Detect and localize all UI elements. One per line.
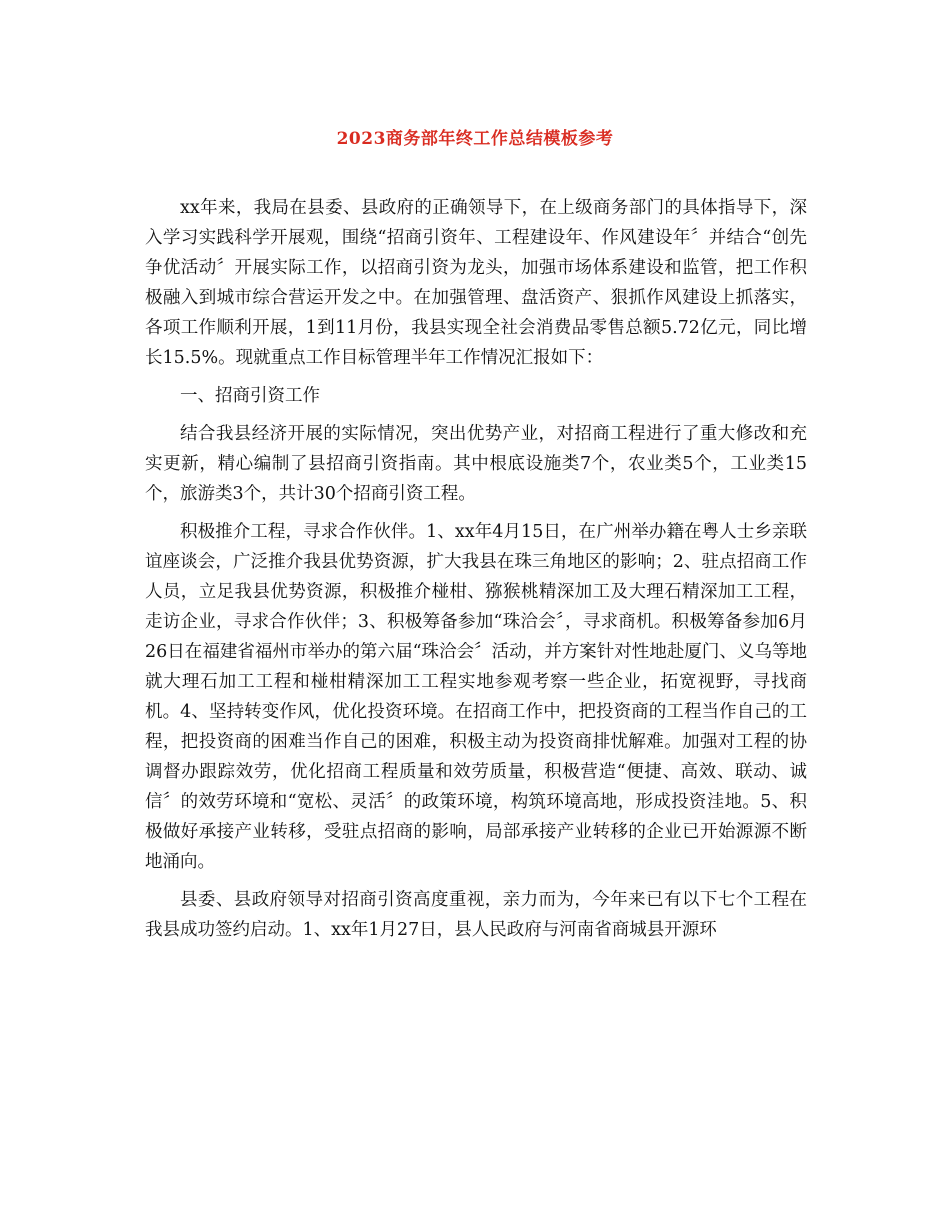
paragraph-project-guide: 结合我县经济开展的实际情况，突出优势产业，对招商工程进行了重大修改和充实更新，精心编制了县招商引资指南。其中根底设施类7个，农业类5个，工业类15个，旅游类3个，共计30个招商引资工程。 [145,424,807,504]
paragraph-promotion: 积极推介工程，寻求合作伙伴。1、xx年4月15日，在广州举办籍在粤人士乡亲联谊座谈会，广泛推介我县优势资源，扩大我县在珠三角地区的影响；2、驻点招商工作人员，立足我县优势资源，积极推介椪柑、猕猴桃精深加工及大理石精深加工工程，走访企业，寻求合作伙伴；3、积极筹备参加“珠洽会〞，寻求商机。积极筹备参加6月26日在福建省福州市举办的第六届“珠洽会〞活动，并方案针对性地赴厦门、义乌等地就大理石加工工程和椪柑精深加工工程实地参观考察一些企业，拓宽视野，寻找商机。4、坚持转变作风，优化投资环境。在招商工作中，把投资商的工程当作自己的工程，把投资商的困难当作自己的困难，积极主动为投资商排忧解难。加强对工程的协调督办跟踪效劳，优化招商工程质量和效劳质量，积极营造“便捷、高效、联动、诚信〞的效劳环境和“宽松、灵活〞的政策环境，构筑环境高地，形成投资洼地。5、积极做好承接产业转移，受驻点招商的影响，局部承接产业转移的企业已开始源源不断地涌向。 [145,522,807,872]
document-body [145,193,807,953]
paragraph-signed-projects: 县委、县政府领导对招商引资高度重视，亲力而为，今年来已有以下七个工程在我县成功签约启动。1、xx年1月27日，县人民政府与河南省商城县开源环 [145,890,807,940]
section-heading-investment: 一、招商引资工作 [180,386,320,406]
paragraph-intro: xx年来，我局在县委、县政府的正确领导下，在上级商务部门的具体指导下，深入学习实践科学开展观，围绕“招商引资年、工程建设年、作风建设年〞并结合“创先争优活动〞开展实际工作，以招商引资为龙头，加强市场体系建设和监管，把工作积极融入到城市综合营运开发之中。在加强管理、盘活资产、狠抓作风建设上抓落实，各项工作顺利开展，1到11月份，我县实现全社会消费品零售总额5.72亿元，同比增长15.5%。现就重点工作目标管理半年工作情况汇报如下： [145,198,807,368]
document-title: 2023商务部年终工作总结模板参考 [336,129,614,149]
